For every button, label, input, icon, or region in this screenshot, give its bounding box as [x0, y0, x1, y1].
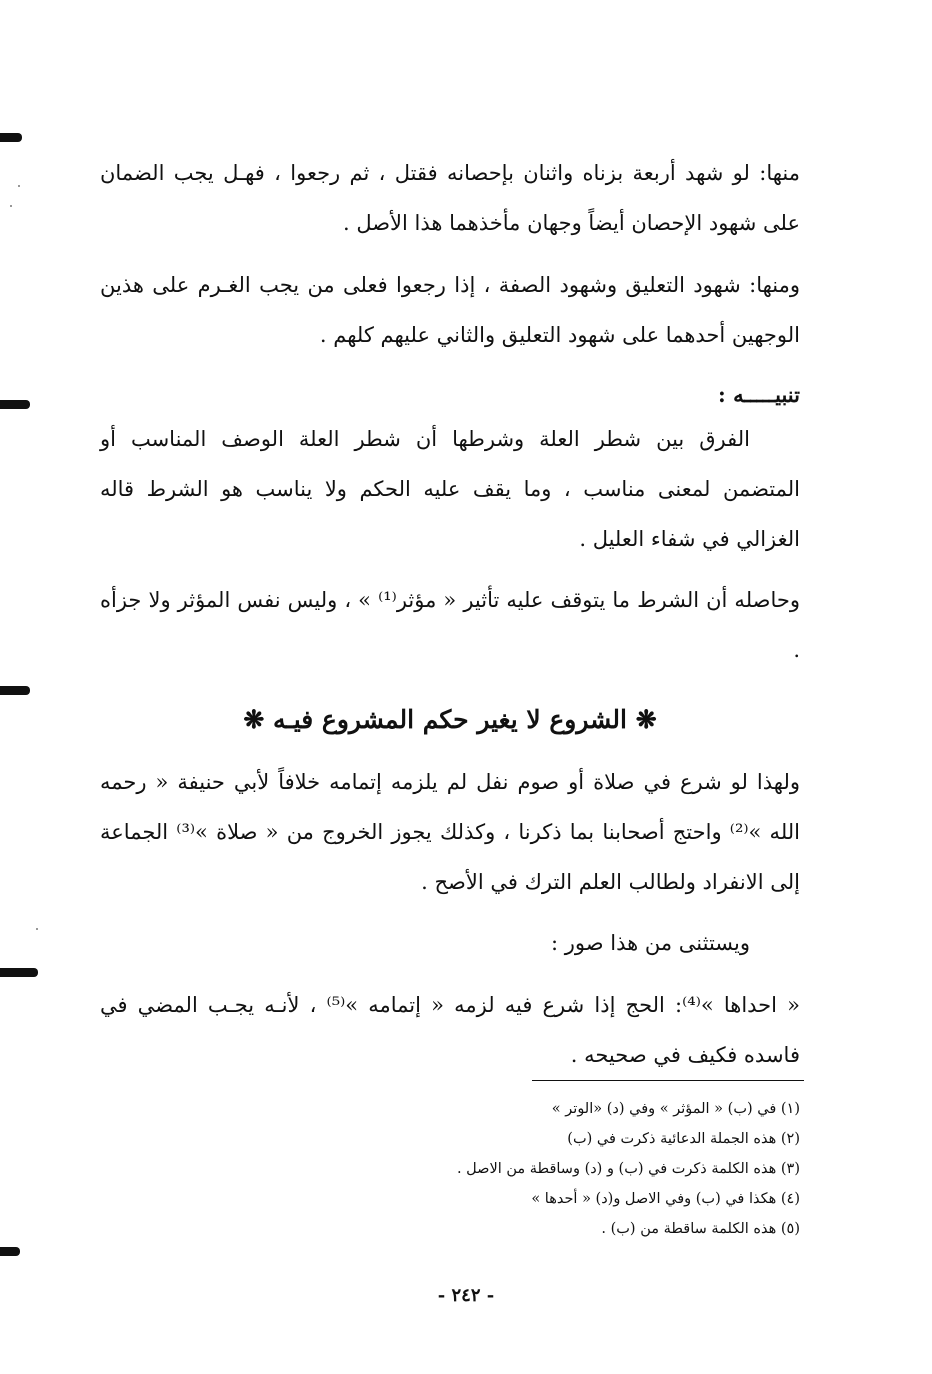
footnote-3: (٣) هذه الكلمة ذكرت في (ب) و (د) وساقطة من الاصل . — [456, 1161, 800, 1177]
scan-edge-mark — [0, 133, 22, 142]
scan-speck — [10, 205, 12, 207]
paragraph-1: منها: لو شهد أربعة بزناه واثنان بإحصانه فقتل ، ثم رجعوا ، فهـل يجب الضمان على شهود الإحصان أيضاً وجهان مأخذهما هذا الأصل . — [100, 161, 800, 235]
scan-speck — [36, 928, 38, 930]
paragraph-6: ويستثنى من هذا صور : — [551, 931, 750, 955]
scan-edge-mark — [0, 1247, 20, 1256]
scan-speck — [18, 185, 20, 187]
page-number: - ٢٤٢ - — [437, 1285, 495, 1306]
footnote-divider — [532, 1080, 804, 1081]
footnote-1: (١) في (ب) « المؤثر » وفي (د) «الوتر » — [551, 1101, 800, 1117]
scan-edge-mark — [0, 400, 30, 409]
scan-edge-mark — [0, 686, 30, 695]
scan-edge-mark — [0, 968, 38, 977]
paragraph-2: ومنها: شهود التعليق وشهود الصفة ، إذا رجعوا فعلى من يجب الغـرم على هذين الوجهين أحدهما على شهود التعليق والثاني عليهم كلهم . — [100, 273, 800, 347]
footnotes — [380, 1094, 800, 1244]
footnote-4: (٤) هكذا في (ب) وفي الاصل و(د) « أحدها » — [531, 1191, 800, 1207]
paragraph-5: ولهذا لو شرع في صلاة أو صوم نفل لم يلزمه إتمامه خلافاً لأبي حنيفة « رحمه الله »⁽²⁾ واحتج أصحابنا بما ذكرنا ، وكذلك يجوز الخروج من « صلاة »⁽³⁾ الجماعة إلى الانفراد ولطالب العلم الترك في الأصح . — [100, 770, 801, 894]
paragraph-4: وحاصله أن الشرط ما يتوقف عليه تأثير « مؤثر⁽¹⁾ » ، وليس نفس المؤثر ولا جزأه . — [100, 588, 800, 662]
paragraph-7: « احداها »⁽⁴⁾: الحج إذا شرع فيه لزمه « إتمامه »⁽⁵⁾ ، لأنـه يجـب المضي في فاسده فكيف في صحيحه . — [100, 993, 800, 1067]
footnote-2: (٢) هذه الجملة الدعائية ذكرت في (ب) — [567, 1131, 800, 1147]
paragraph-3: الفرق بين شطر العلة وشرطها أن شطر العلة الوصف المناسب أو المتضمن لمعنى مناسب ، وما يقف عليه الحكم ولا يناسب هو الشرط قاله الغزالي في شفاء العليل . — [100, 427, 800, 551]
footnote-5: (٥) هذه الكلمة ساقطة من (ب) . — [601, 1221, 800, 1237]
section-heading: ❋ الشروع لا يغير حكم المشروع فيـه ❋ — [243, 705, 657, 734]
note-heading: تنبيـــــه : — [718, 382, 800, 407]
